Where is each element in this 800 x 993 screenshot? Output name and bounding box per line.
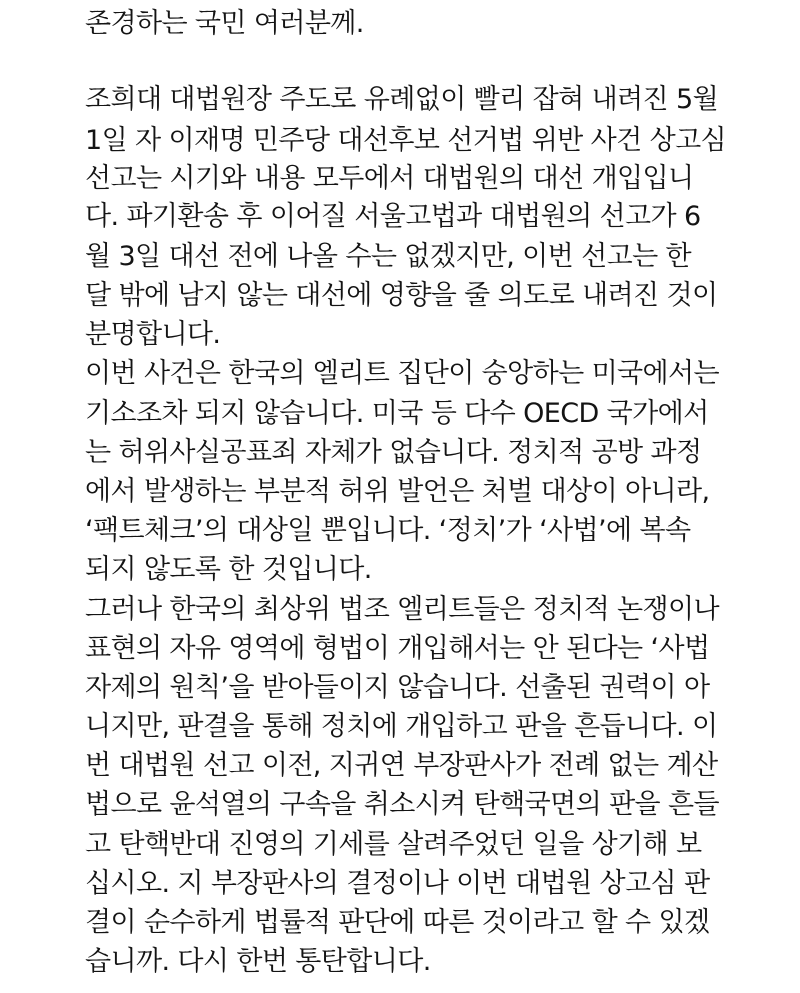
salutation-line: 존경하는 국민 여러분께. <box>85 8 364 39</box>
text-line: 니지만, 판결을 통해 정치에 개입하고 판을 흔듭니다. 이 <box>85 711 718 742</box>
text-line: 자제의 원칙’을 받아들이지 않습니다. 선출된 권력이 아 <box>85 672 710 703</box>
text-line: 선고는 시기와 내용 모두에서 대법원의 대선 개입입니 <box>85 163 694 194</box>
text-line: 이번 사건은 한국의 엘리트 집단이 숭앙하는 미국에서는 <box>85 358 719 389</box>
text-line: 월 3일 대선 전에 나올 수는 없겠지만, 이번 선고는 한 <box>85 241 692 272</box>
text-line: ‘팩트체크’의 대상일 뿐입니다. ‘정치’가 ‘사법’에 복속 <box>85 515 691 546</box>
text-line: 분명합니다. <box>85 319 221 350</box>
text-line: 는 허위사실공표죄 자체가 없습니다. 정치적 공방 과정 <box>85 437 702 468</box>
text-line: 습니까. 다시 한번 통탄합니다. <box>85 946 431 977</box>
text-line: 되지 않도록 한 것입니다. <box>85 554 372 585</box>
text-line: 조희대 대법원장 주도로 유례없이 빨리 잡혀 내려진 5월 <box>85 84 719 115</box>
text-line: 1일 자 이재명 민주당 대선후보 선거법 위반 사건 상고심 <box>85 125 727 156</box>
text-line: 기소조차 되지 않습니다. 미국 등 다수 OECD 국가에서 <box>85 398 709 429</box>
text-line: 번 대법원 선고 이전, 지귀연 부장판사가 전례 없는 계산 <box>85 750 718 781</box>
text-line: 다. 파기환송 후 이어질 서울고법과 대법원의 선고가 6 <box>85 201 701 232</box>
text-line: 그러나 한국의 최상위 법조 엘리트들은 정치적 논쟁이나 <box>85 594 719 625</box>
text-line: 고 탄핵반대 진영의 기세를 살려주었던 일을 상기해 보 <box>85 829 702 860</box>
text-line: 에서 발생하는 부분적 허위 발언은 처벌 대상이 아니라, <box>85 476 710 507</box>
text-line: 표현의 자유 영역에 형법이 개입해서는 안 된다는 ‘사법 <box>85 633 710 664</box>
text-line: 결이 순수하게 법률적 판단에 따른 것이라고 할 수 있겠 <box>85 907 710 938</box>
text-line: 달 밖에 남지 않는 대선에 영향을 줄 의도로 내려진 것이 <box>85 280 718 311</box>
text-line: 법으로 윤석열의 구속을 취소시켜 탄핵국면의 판을 흔들 <box>85 789 719 820</box>
text-line: 십시오. 지 부장판사의 결정이나 이번 대법원 상고심 판 <box>85 868 710 899</box>
